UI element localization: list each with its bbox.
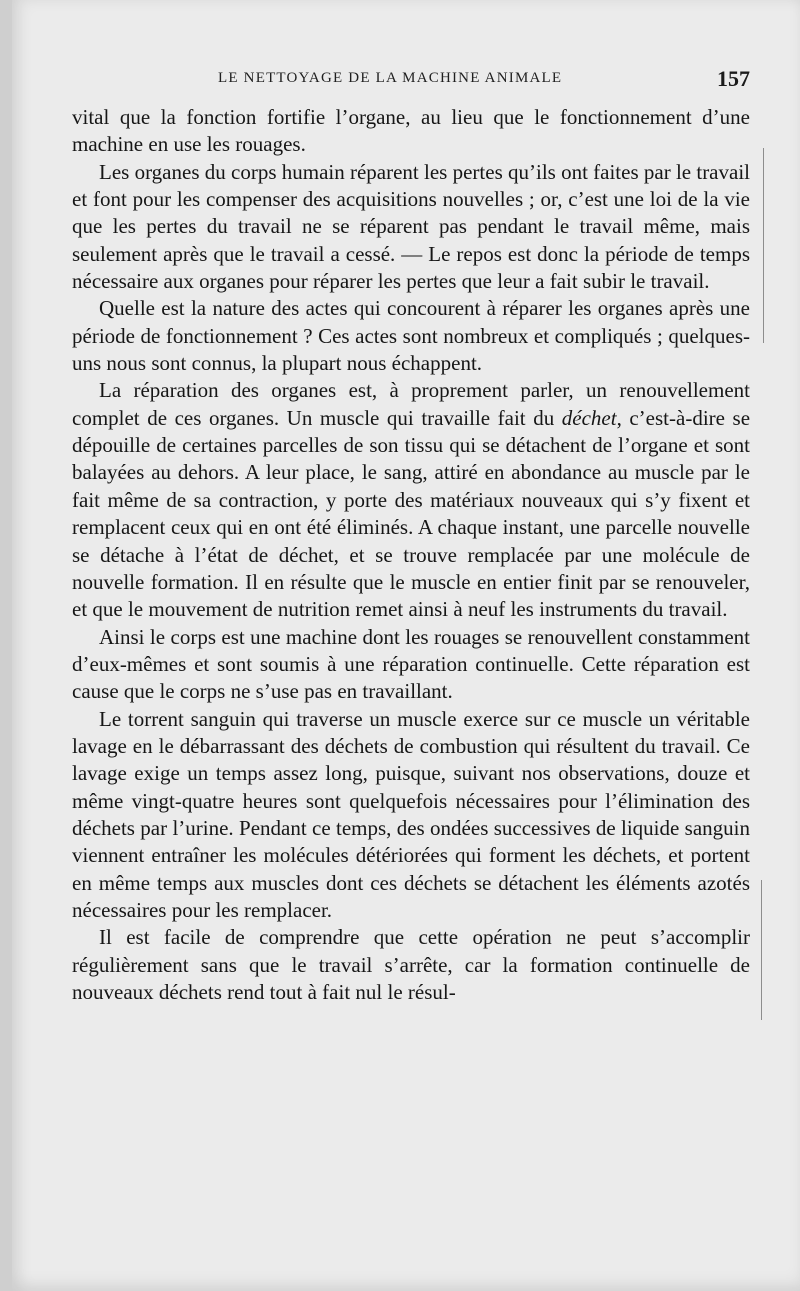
paragraph-5: Ainsi le corps est une machine dont les rouages se renouvellent constamment d’eux-mêmes et sont soumis à une réparation continuelle. Cette réparation est cause que le corps ne s’use pas en travaillant. xyxy=(72,624,750,704)
paragraph-6: Le torrent sanguin qui traverse un muscle exerce sur ce muscle un véritable lavage en le débarrassant des déchets de combustion qui résultent du travail. Ce lavage exige un temps assez long, puisque, suivant nos observations, douze et même vingt-quatre heures sont quelquefois nécessaires pour l’élimination des déchets par l’urine. Pendant ce temps, des ondées successives de liquide sanguin viennent entraîner les molécules détériorées qui forment les déchets, et portent en même temps aux muscles dont ces déchets se détachent les éléments azotés nécessaires pour les remplacer. xyxy=(72,706,750,922)
margin-pencil-mark-top xyxy=(763,148,764,343)
paragraph-4 xyxy=(72,377,750,623)
paragraph-3: Quelle est la nature des actes qui concourent à réparer les organes après une période de fonctionnement ? Ces actes sont nombreux et compliqués ; quelques-uns nous sont connus, la plupart nous échappent. xyxy=(72,296,750,376)
paragraph-1: vital que la fonction fortifie l’organe, au lieu que le fonctionnement d’une machine en use les rouages. xyxy=(72,105,750,157)
paragraph-4-text-before: La réparation des organes est, à proprement parler, un renouvellement complet de ces organes. Un muscle qui travaille fait du xyxy=(72,378,750,430)
page-header xyxy=(72,66,750,96)
page-number: 157 xyxy=(717,66,750,91)
paragraph-7: Il est facile de comprendre que cette opération ne peut s’accomplir régulièrement sans que le travail s’arrête, car la formation continuelle de nouveaux déchets rend tout à fait nul le résul- xyxy=(72,925,750,1004)
running-head: LE NETTOYAGE DE LA MACHINE ANIMALE xyxy=(218,70,563,86)
body-text xyxy=(72,104,750,1006)
margin-pencil-mark-bottom xyxy=(761,880,762,1020)
paragraph-4-text-after: , c’est-à-dire se dépouille de certaines parcelles de son tissu qui se détachent de l’organe et sont balayées au dehors. A leur place, le sang, attiré en abondance au muscle par le fait même de sa contraction, y porte des matériaux nouveaux qui s’y fixent et remplacent ceux qui en ont été éliminés. A chaque instant, une parcelle nouvelle se détache à l’état de déchet, et se trouve remplacée par une molécule de nouvelle formation. Il en résulte que le muscle en entier finit par se renouveler, et que le mouvement de nutrition remet ainsi à neuf les instruments du travail. xyxy=(72,405,751,622)
paragraph-2: Les organes du corps humain réparent les pertes qu’ils ont faites par le travail et font pour les compenser des acquisitions nouvelles ; or, c’est une loi de la vie que les pertes du travail ne se réparent pas pendant le travail même, mais seulement après que le travail a cessé. — Le repos est donc la période de temps nécessaire aux organes pour réparer les pertes que leur a fait subir le travail. xyxy=(72,159,750,294)
paragraph-4-emphasis: déchet xyxy=(561,405,617,430)
book-page xyxy=(12,0,800,1291)
